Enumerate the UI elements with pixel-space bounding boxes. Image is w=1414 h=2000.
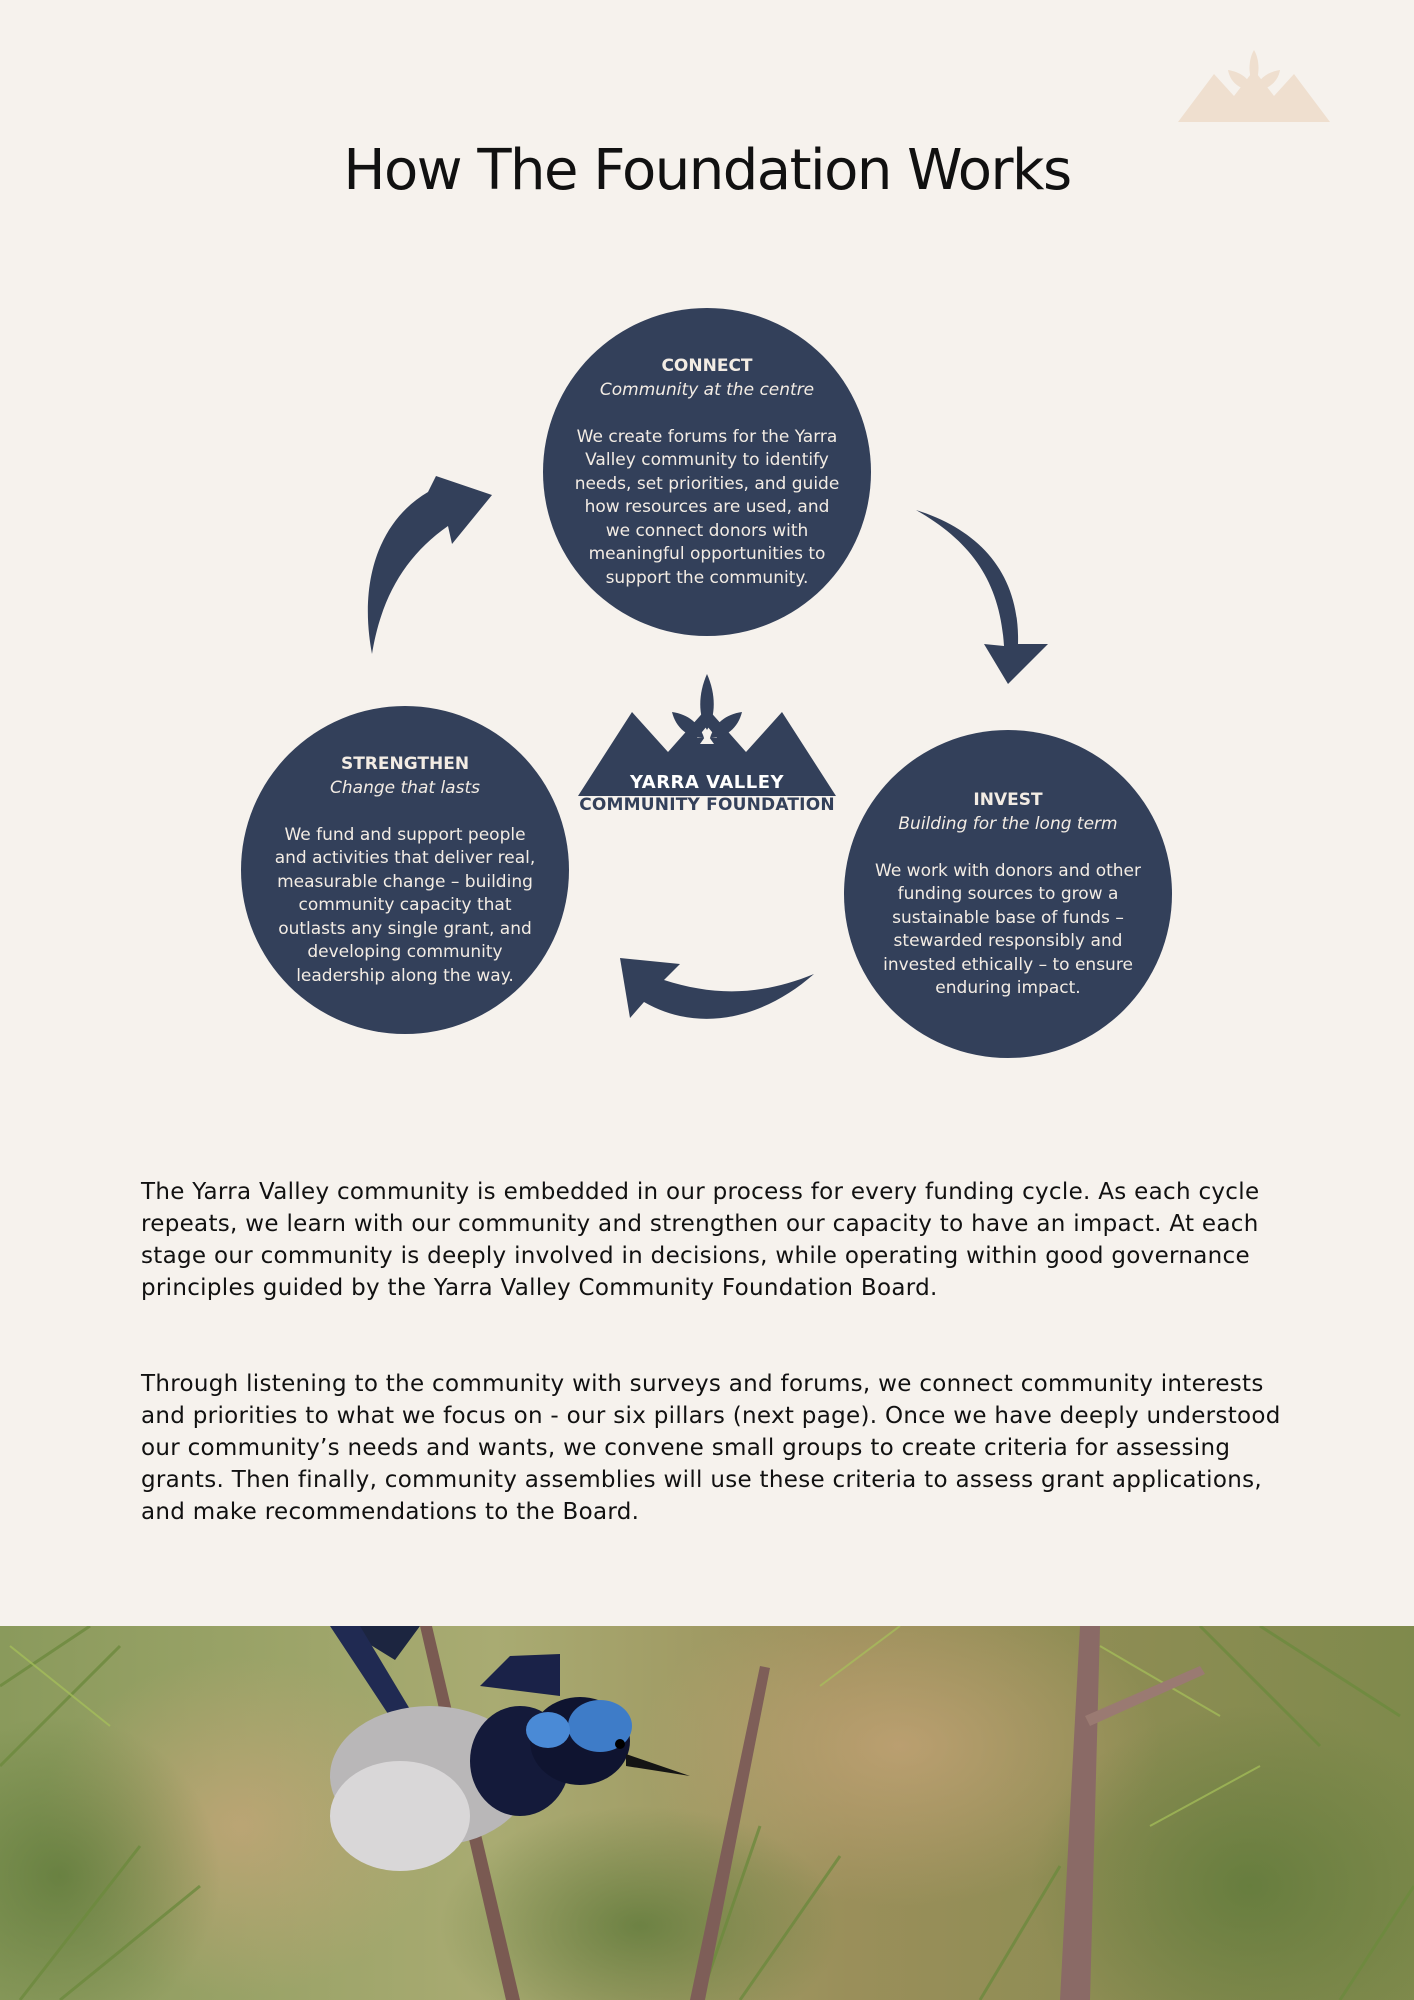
arrow-strengthen-to-connect-icon bbox=[368, 476, 492, 654]
step-subheading: Change that lasts bbox=[330, 777, 480, 798]
step-description: We work with donors and other funding sources to grow a sustainable base of funds – stewarded responsibly and invested ethically – to ensure enduring impact. bbox=[875, 860, 1141, 998]
step-subheading: Community at the centre bbox=[599, 379, 815, 400]
arrow-invest-to-strengthen-icon bbox=[620, 958, 814, 1019]
foundation-logo bbox=[572, 668, 842, 828]
step-description: We fund and support people and activities that deliver real, measurable change – building community capacity that outlasts any single grant, and developing community leadership along the way. bbox=[274, 824, 536, 986]
body-paragraph-1: The Yarra Valley community is embedded in our process for every funding cycle. As each cycle repeats, we learn with our community and strengthen our capacity to have an impact. At each stage our community is deeply involved in decisions, while operating within good governance principles guided by the Yarra Valley Community Foundation Board. bbox=[141, 1179, 1260, 1301]
step-description: We create forums for the Yarra Valley community to identify needs, set priorities, and guide how resources are used, and we connect donors with meaningful opportunities to support the community. bbox=[574, 426, 840, 588]
step-subheading: Building for the long term bbox=[898, 813, 1118, 834]
logo-name-line2: COMMUNITY FOUNDATION bbox=[579, 795, 835, 815]
step-heading: STRENGTHEN bbox=[340, 753, 470, 774]
step-heading: CONNECT bbox=[661, 355, 753, 376]
mountain-logo-icon bbox=[1178, 46, 1330, 122]
logo-name-line1: YARRA VALLEY bbox=[629, 772, 785, 793]
step-heading: INVEST bbox=[973, 789, 1043, 810]
fairy-wren-photo bbox=[0, 1626, 1414, 2000]
arrow-connect-to-invest-icon bbox=[916, 510, 1048, 684]
cycle-step-strengthen bbox=[241, 706, 569, 1034]
cycle-step-connect bbox=[543, 308, 871, 636]
body-paragraph-2: Through listening to the community with surveys and forums, we connect community interests and priorities to what we focus on - our six pillars (next page). Once we have deeply understood our community’s needs and wants, we convene small groups to create criteria for assessing grants. Then finally, community assemblies will use these criteria to assess grant applications, and make recommendations to the Board. bbox=[141, 1371, 1281, 1525]
page-title: How The Foundation Works bbox=[343, 138, 1071, 203]
cycle-step-invest bbox=[844, 730, 1172, 1058]
